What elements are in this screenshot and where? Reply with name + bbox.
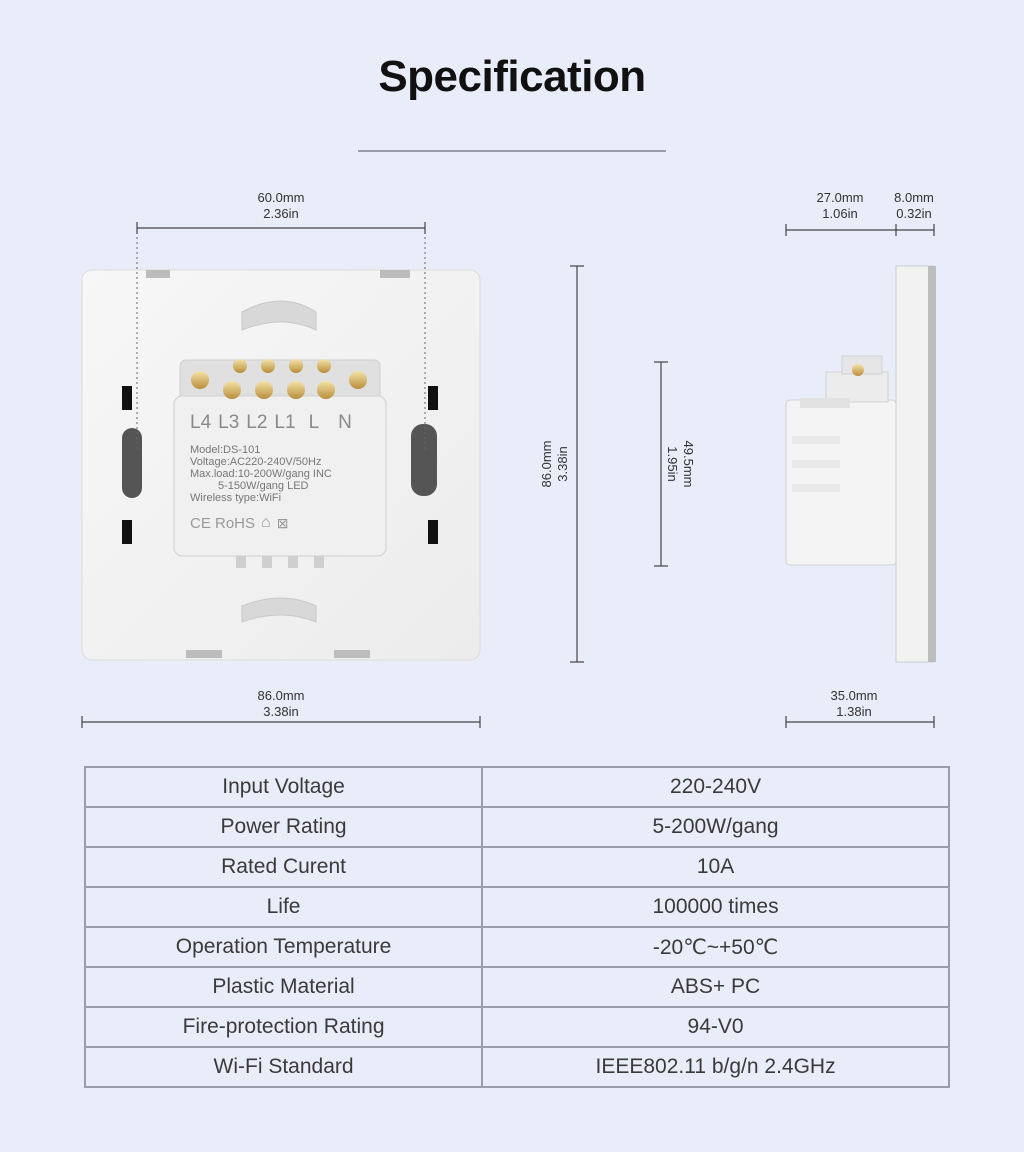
side-view — [786, 266, 936, 662]
table-row — [85, 1007, 949, 1047]
dim-front-width: 86.0mm 3.38in — [257, 688, 305, 719]
table-row — [85, 847, 949, 887]
spec-label: Fire-protection Rating — [85, 1007, 482, 1047]
table-row — [85, 887, 949, 927]
terminal-l1: L1 — [274, 412, 296, 433]
terminal-l4: L4 — [190, 412, 212, 433]
spec-table — [84, 766, 950, 1088]
table-row — [85, 967, 949, 1007]
terminal-l2: L2 — [246, 412, 268, 433]
spec-label: Operation Temperature — [85, 927, 482, 967]
page-title: Specification — [378, 52, 646, 101]
table-row — [85, 1047, 949, 1087]
spec-label: Wi-Fi Standard — [85, 1047, 482, 1087]
spec-value: ABS+ PC — [482, 967, 949, 1007]
spec-value: 100000 times — [482, 887, 949, 927]
terminal-n: N — [338, 412, 352, 433]
spec-label: Plastic Material — [85, 967, 482, 1007]
dim-side-depth-plate: 8.0mm 0.32in — [894, 190, 934, 221]
weee-bin-icon: ⊠ — [276, 514, 289, 531]
table-row — [85, 807, 949, 847]
dim-box-height: 49.5mm 1.95in — [665, 440, 696, 488]
module-label — [190, 412, 380, 532]
spec-label: Rated Curent — [85, 847, 482, 887]
dim-front-inner-width: 60.0mm 2.36in — [257, 190, 305, 221]
spec-label: Input Voltage — [85, 767, 482, 807]
module-voltage: Voltage:AC220-240V/50Hz — [190, 456, 322, 468]
table-row — [85, 767, 949, 807]
spec-label: Power Rating — [85, 807, 482, 847]
dim-side-depth-box: 27.0mm 1.06in — [816, 190, 864, 221]
spec-value: 220-240V — [482, 767, 949, 807]
table-row — [85, 927, 949, 967]
module-maxload-inc: Max.load:10-200W/gang INC — [190, 468, 332, 480]
terminal-l: L — [308, 412, 320, 433]
spec-value: 94-V0 — [482, 1007, 949, 1047]
dim-front-height: 86.0mm 3.38in — [539, 440, 570, 488]
module-wireless: Wireless type:WiFi — [190, 492, 282, 504]
module-maxload-led: 5-150W/gang LED — [218, 480, 309, 492]
terminal-labels — [190, 412, 380, 434]
spec-value: 5-200W/gang — [482, 807, 949, 847]
terminal-l3: L3 — [218, 412, 240, 433]
spec-label: Life — [85, 887, 482, 927]
spec-value: -20℃~+50℃ — [482, 927, 949, 967]
home-icon: ⌂ — [261, 514, 271, 531]
spec-value: 10A — [482, 847, 949, 887]
module-model: Model:DS-101 — [190, 444, 261, 456]
dim-side-total-depth: 35.0mm 1.38in — [830, 688, 878, 719]
module-certification-marks: CE RoHS — [190, 514, 256, 532]
spec-value: IEEE802.11 b/g/n 2.4GHz — [482, 1047, 949, 1087]
